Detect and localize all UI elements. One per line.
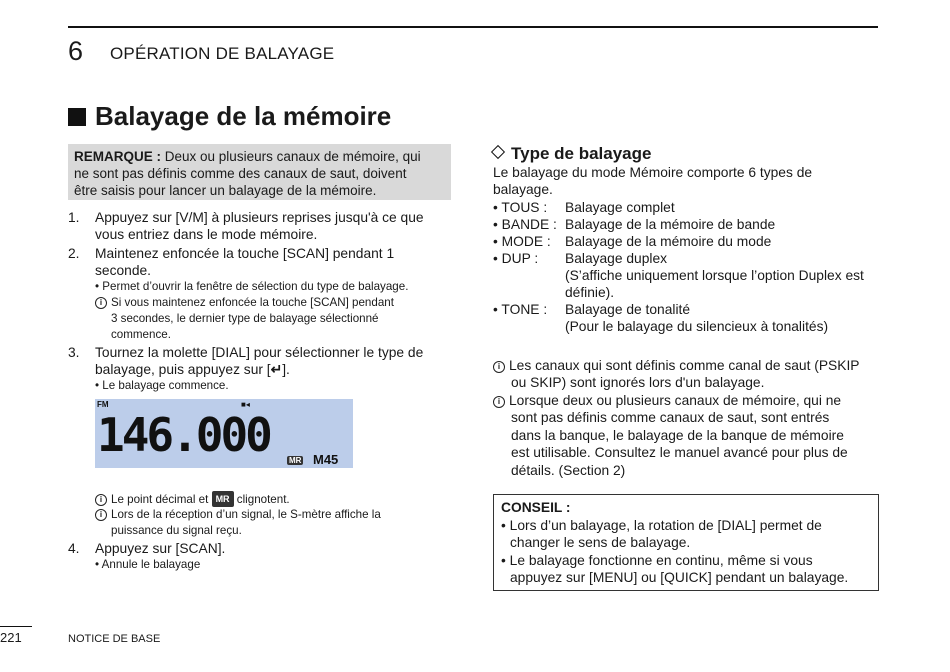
lcd-mr-indicator: MR	[289, 456, 302, 465]
scan-type-item: • MODE : Balayage de la mémoire du mode	[493, 234, 772, 249]
step-text: Appuyez sur [SCAN].	[95, 541, 226, 556]
info-line: sont pas définis comme canaux de saut, sont entrés	[511, 410, 830, 425]
scan-type-item: • BANDE : Balayage de la mémoire de bande	[493, 217, 776, 232]
info-line: i Les canaux qui sont définis comme canal de saut (PSKIP	[493, 357, 859, 374]
info-line: i Le point décimal et MR clignotent.	[95, 491, 290, 508]
scan-type-list	[493, 199, 864, 335]
info-icon: i	[95, 509, 107, 521]
info-line: puissance du signal reçu.	[111, 524, 242, 537]
lcd-channel: M45	[313, 452, 339, 467]
info-icon: i	[493, 361, 505, 373]
square-bullet-icon	[68, 108, 86, 126]
scan-type-item: (S’affiche uniquement lorsque l’option Duplex est	[565, 268, 864, 283]
lcd-mode: FM	[97, 400, 109, 409]
scan-type-intro: Le balayage du mode Mémoire comporte 6 types de	[493, 165, 813, 180]
info-line: dans la banque, le balayage de la banque de mémoire	[511, 428, 844, 443]
info-line: commence.	[111, 328, 171, 341]
step-number: 3.	[68, 345, 80, 360]
tip-box	[493, 494, 879, 591]
page-number: 221	[0, 630, 22, 645]
mr-badge: MR	[212, 491, 234, 507]
info-line: i Lors de la réception d’un signal, le S-mètre affiche la	[95, 507, 381, 523]
chapter-title: OPÉRATION DE BALAYAGE	[110, 44, 335, 63]
scan-type-item: • TONE : Balayage de tonalité	[493, 302, 691, 317]
scan-type-item: définie).	[565, 285, 615, 300]
step-number: 4.	[68, 541, 80, 556]
note-line: ne sont pas définis comme des canaux de saut, doivent	[74, 166, 407, 181]
step-bullet: • Le balayage commence.	[95, 379, 229, 392]
step-text: vous entriez dans le mode mémoire.	[95, 227, 318, 242]
info-line: ou SKIP) sont ignorés lors d'un balayage.	[511, 375, 765, 390]
info-line: est utilisable. Consultez le manuel avancé pour plus de	[511, 445, 848, 460]
section-title	[68, 101, 391, 132]
step-bullet: • Permet d’ouvrir la fenêtre de sélection du type de balayage.	[95, 280, 409, 293]
tip-line: • Le balayage fonctionne en continu, même si vous	[501, 553, 813, 568]
step-text: Appuyez sur [V/M] à plusieurs reprises jusqu'à ce que	[95, 210, 424, 225]
info-icon: i	[95, 494, 107, 506]
footer-notice: NOTICE DE BASE	[68, 633, 161, 645]
page-number-rule	[0, 626, 32, 627]
note-label: REMARQUE :	[74, 149, 161, 164]
step-text: seconde.	[95, 263, 151, 278]
step-number: 2.	[68, 246, 80, 261]
tip-label: CONSEIL :	[501, 500, 571, 515]
tip-line: appuyez sur [MENU] ou [QUICK] pendant un balayage.	[510, 570, 849, 585]
scan-type-intro: balayage.	[493, 182, 553, 197]
note-line: Deux ou plusieurs canaux de mémoire, qui	[164, 149, 421, 164]
enter-icon: ↵	[270, 362, 283, 377]
scan-type-item: • DUP : Balayage duplex	[493, 251, 668, 266]
info-line: détails. (Section 2)	[511, 463, 626, 478]
step-text: Maintenez enfoncée la touche [SCAN] pendant 1	[95, 246, 395, 261]
battery-icon: ■◂	[241, 400, 250, 409]
step-bullet: • Annule le balayage	[95, 558, 201, 571]
info-line: i Lorsque deux ou plusieurs canaux de mémoire, qui ne	[493, 392, 841, 409]
step-text: balayage, puis appuyez sur [↵].	[95, 362, 290, 377]
info-icon: i	[493, 396, 505, 408]
section-title-text: Balayage de la mémoire	[95, 101, 392, 131]
step-number: 1.	[68, 210, 80, 225]
scan-type-item: (Pour le balayage du silencieux à tonalités)	[565, 319, 829, 334]
step-text: Tournez la molette [DIAL] pour sélectionner le type de	[95, 345, 424, 360]
lcd-frequency: 146.000	[97, 408, 270, 462]
note-box	[68, 144, 451, 200]
info-icon: i	[95, 297, 107, 309]
top-rule	[68, 26, 878, 28]
tip-line: • Lors d’un balayage, la rotation de [DIAL] permet de	[501, 518, 822, 533]
tip-line: changer le sens de balayage.	[510, 535, 691, 550]
lcd-display	[95, 399, 353, 468]
note-line: être saisis pour lancer un balayage de la mémoire.	[74, 183, 377, 198]
scan-type-item: • TOUS : Balayage complet	[493, 200, 675, 215]
chapter-number: 6	[68, 36, 84, 66]
scan-type-heading: Type de balayage	[493, 144, 651, 164]
info-line: i Si vous maintenez enfoncée la touche [SCAN] pendant	[95, 295, 394, 311]
diamond-icon	[491, 145, 505, 159]
info-line: 3 secondes, le dernier type de balayage sélectionné	[111, 312, 379, 325]
